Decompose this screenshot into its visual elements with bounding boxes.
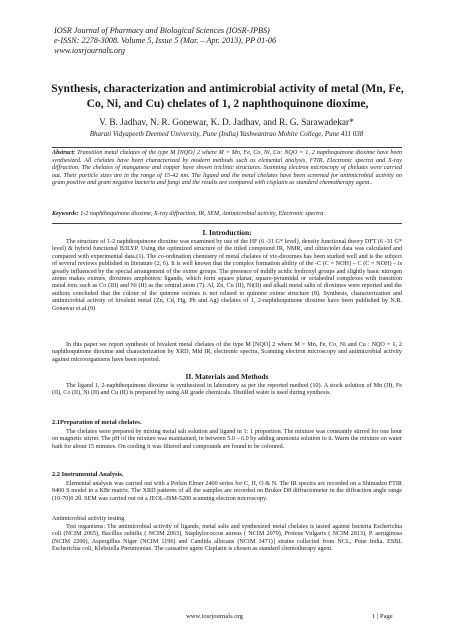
introduction-paragraph-1: The structure of 1-2 naphthoquinone dioxime was examined by use of the HF (6 -31 G* level), density functional theory DFT (6 -31 G* level) & hybrid functional B3LYP. Using the optimized structure of the titled compound IR, NMR, and ultraviolet data was calculated and compared with experimental data.(1). The co-ordination chemistry of metal chelates of vic-dioximes has been studied well and is the subject of several reviews published in literature (2, 6). It is well known that the complex formation ability of the -C (C = NOH) – C (C = NOH) – is greatly influenced by the special arrangement of the oxime groups. The presence of mildly acidic hydroxyl groups and slightly basic nitrogen atoms makes oximes, dioximes amphoteric ligands, which form square planar, square-pyramidal or octahedral complexes with transition metal ions such as Co (III) and Ni (II) as the central atom (7). Al, Zn, Cu (II), Ni(II) and alkali metal salts of dioximes were reported and the authors concluded that the colour of the quinone oximes is not related to quinone oxime structure (8). Synthesis, characterization and antimicrobial activity of bivalent metal (Zn, Cd, Hg, Pb and Ag) chelates of 1, 2-naphthoquinone dioxime have been published by N.R. Gonawar et.al.(9) (52, 239, 402, 312)
keywords (52, 211, 402, 219)
journal-issn: e-ISSN: 2278-3008. Volume 5, Issue 5 (Mar. – Apr. 2013), PP 01-06 (54, 36, 277, 45)
section-heading-introduction: I. Introduction: (202, 228, 252, 237)
paper-title: Synthesis, characterization and antimicrobial activity of metal (Mn, Fe, Co, Ni, and Cu) chelates of 1, 2 naphthoquinone dioxime, (51, 82, 404, 110)
journal-name: IOSR Journal of Pharmacy and Biological Sciences (IOSR-JPBS) (54, 26, 270, 35)
section-heading-methods: II. Materials and Methods (185, 372, 269, 381)
antimicrobial-paragraph: Test organisms: The antimicrobial activity of ligands, metal salts and synthesized metal chelates is tasted against bacteria Escherichia coli (NCIM 2065), Bacillus subtilis ( NCIM 2063), Staphylococcus aureus ( NCIM 2079), Proteus Vulgaris ( NCIM 2813), P. aeruginosa (NCIM 2200), Aspergillus Niger (NCIM 1196) and Candida albicans (NCIM 3471)] strains collected from NCL, Pune India. ESBL Escherichia coli, Klebsiella Pneumoniae. The causative agent Cisplatin is chosen as standard chemotherapy agent. (52, 524, 402, 553)
abstract (52, 150, 402, 188)
keywords-text: 1-2 naphthoquinone dioxime, X-ray diffraction, IR, SEM, Antimicrobial activity, Electronic spectra (80, 211, 324, 217)
antimicrobial-label: Antimicrobial activity testing (52, 516, 125, 522)
methods-paragraph-1: The ligand 1, 2-naphthoquinone dioxime is synthesized in laboratory as per the reported method (10). A stock solution of Mn (II), Fe (II), Co (II), Ni (II) and Cu (II) is prepared by using AR grade chemicals. Distilled water is used during synthesis. (52, 383, 402, 397)
paper-affiliation: Bharati Vidyapeeth Deemed University, Pune (India) Yashwantrao Mohite College, Pune 411 038 (89, 130, 364, 138)
keywords-label: Keywords: (52, 211, 79, 217)
abstract-label: Abstract: (52, 150, 76, 156)
instrumental-paragraph: Elemental analysis was carried out with a Perkin Elmer 2400 series for C, H, O & N. The IR spectra are recorded on a Shimadzu FTIR 8400 S model in a KBr matrix. The XRD patterns of all the samples are recorded on Bruker D8 diffractometer in the diffraction angle range (10-70)0 2θ. SEM was carried out on a JEOL-JSM-5200 scanning electron microscopy. (52, 481, 402, 502)
journal-header (54, 26, 276, 56)
abstract-text: Transition metal chelates of the type M [NQO] 2 where M = Mn, Fe, Co, Ni, Cu: NQO = 1, 2 napthoquinone dioxime have been synthesized. All chelates have been characterized by modern methods such as elemental analysis, FTIR, Electronic spectra and X-ray diffraction. The chelates of manganese and copper have shown triclinic structures. Scanning electron microscopy of chelates were carried out. Their particle sizes are in the range of 15-42 nm. The ligand and the metal chelates have been screened for antimicrobial activity on gram positive and gram negative bacteria and fungi and the results are compared with cisplatin as standard chemotherapy agent.. (52, 150, 403, 186)
subsection-heading-instrumental: 2.2 Instrumental Analysis. (52, 471, 124, 478)
introduction-paragraph-2: In this paper we report synthesis of bivalent metal chelates of the type M [NQO] 2 where M = Mn, Fe, Co, Ni and Cu : NQO = 1, 2 naphthoquinone dioxime and characterization by XRD, Mid IR, electronic spectra, Scanning electron microscopy and antimicrobial activity against microorganisms have been reported. (52, 342, 402, 363)
subsection-heading-preparation: 2.1Preparation of metal chelates. (52, 419, 142, 426)
preparation-paragraph: The chelates were prepared by mixing metal salt solution and ligand in 1: 1 proportion. The mixture was constantly stirred for one hour on magnetic stirrer. The pH of the mixture was maintained, in between 5.0 – 6.0 by adding ammonia solution to it. Warm the mixture on water bath for about 15 minutes. On cooling it was filtered and compounds are found to be coloured. (52, 429, 402, 450)
footer-page-number: 1 | Page (372, 613, 393, 620)
journal-site[interactable]: www.iosrjournals.org (54, 46, 125, 55)
footer-site[interactable]: www.iosrjournals.org (186, 613, 243, 620)
paper-authors: V. B. Jadhav, N. R. Gonewar, K. D. Jadhav, and R. G. Sarawadekar* (99, 118, 354, 128)
